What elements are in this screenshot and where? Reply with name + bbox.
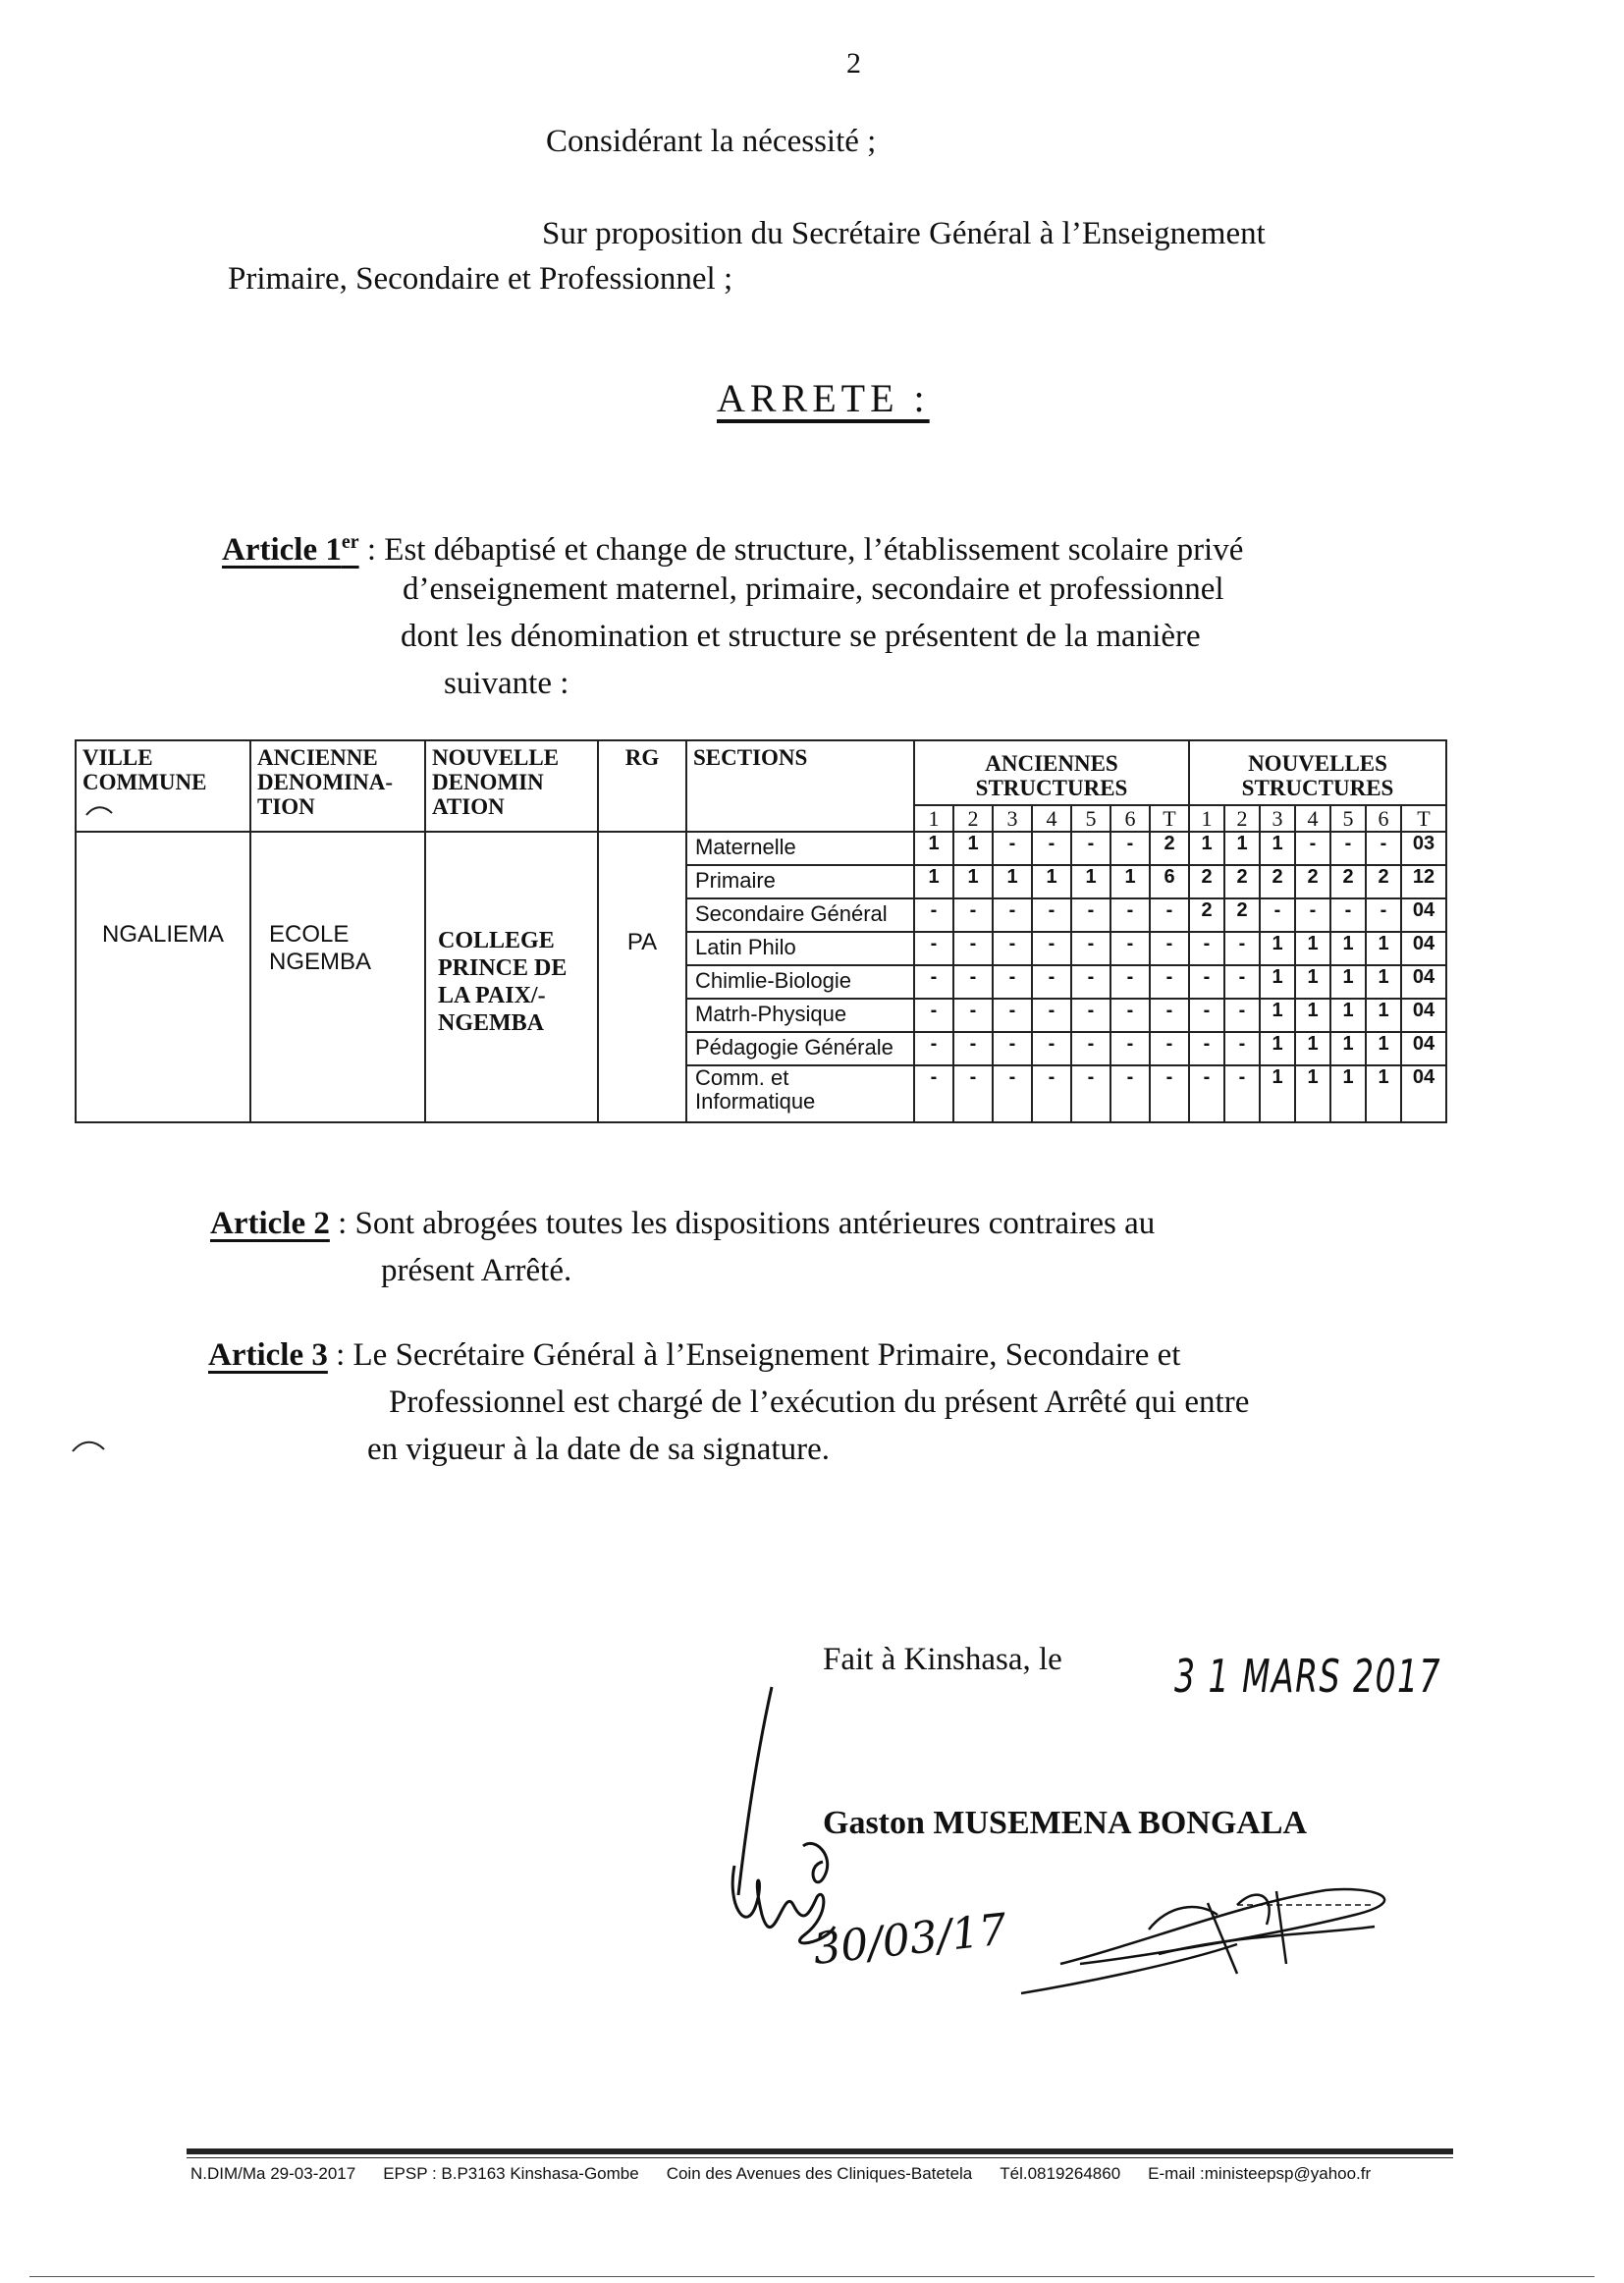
article-3-text-line-2: Professionnel est chargé de l’exécution du présent Arrêté qui entre <box>389 1385 1250 1420</box>
nouvelles-structure-cell: 1 <box>1224 832 1260 865</box>
article-2-text-line-2: présent Arrêté. <box>381 1253 572 1288</box>
ancienne-denomination-cell: ECOLE NGEMBA <box>250 832 425 1122</box>
considerant-text: Considérant la nécessité ; <box>546 124 877 159</box>
nouvelles-structure-cell: 04 <box>1401 1065 1446 1122</box>
col-new-1: 1 <box>1189 805 1224 832</box>
nouvelles-structure-cell: 1 <box>1189 832 1224 865</box>
nouvelles-structure-cell: - <box>1224 1065 1260 1122</box>
anciennes-structure-cell: - <box>1071 932 1110 965</box>
nouvelles-structure-cell: - <box>1189 932 1224 965</box>
col-new-3: 3 <box>1260 805 1295 832</box>
anciennes-structure-cell: - <box>993 898 1032 932</box>
anciennes-structure-cell: - <box>1110 1065 1150 1122</box>
anciennes-structure-cell: - <box>1110 965 1150 999</box>
anciennes-structure-cell: - <box>1032 932 1071 965</box>
article-1-text-line-2: d’enseignement maternel, primaire, secondaire et professionnel <box>403 571 1224 607</box>
nouvelles-structure-cell: 1 <box>1295 1065 1330 1122</box>
anciennes-structure-cell: 1 <box>993 865 1032 898</box>
nouvelles-structure-cell: 1 <box>1330 1065 1366 1122</box>
nouvelles-structure-cell: 1 <box>1295 932 1330 965</box>
anciennes-structure-cell: - <box>914 932 953 965</box>
nouvelles-structure-cell: - <box>1224 965 1260 999</box>
col-old-3: 3 <box>993 805 1032 832</box>
footer-tel: Tél.0819264860 <box>1000 2164 1121 2183</box>
nouvelles-structure-cell: 1 <box>1330 932 1366 965</box>
anciennes-structure-cell: - <box>1032 832 1071 865</box>
proposition-line-1: Sur proposition du Secrétaire Général à l’Enseignement <box>542 216 1266 251</box>
col-new-total: T <box>1401 805 1446 832</box>
anciennes-structure-cell: - <box>914 1032 953 1065</box>
initials-date: 30/03/17 <box>810 1904 1009 1975</box>
nouvelles-structure-cell: - <box>1189 1032 1224 1065</box>
col-old-total: T <box>1150 805 1189 832</box>
anciennes-structure-cell: - <box>1032 1065 1071 1122</box>
anciennes-structure-cell: 1 <box>953 865 993 898</box>
anciennes-structure-cell: - <box>953 1032 993 1065</box>
anciennes-structure-cell: - <box>1150 1065 1189 1122</box>
nouvelles-structure-cell: 1 <box>1366 932 1401 965</box>
nouvelles-structure-cell: 1 <box>1260 932 1295 965</box>
anciennes-structure-cell: - <box>1032 1032 1071 1065</box>
footer-ref: N.DIM/Ma 29-03-2017 <box>190 2164 356 2183</box>
anciennes-structure-cell: - <box>1150 965 1189 999</box>
section-cell: Latin Philo <box>686 932 914 965</box>
nouvelles-structure-cell: - <box>1366 898 1401 932</box>
nouvelles-structure-cell: 2 <box>1330 865 1366 898</box>
anciennes-structure-cell: - <box>993 965 1032 999</box>
article-3-heading <box>208 1332 1180 1379</box>
article-3-label: Article 3 <box>208 1337 328 1373</box>
nouvelles-structure-cell: - <box>1224 1032 1260 1065</box>
header-anciennes-structures: ANCIENNES STRUCTURES <box>914 740 1189 805</box>
nouvelles-structure-cell: 1 <box>1366 1032 1401 1065</box>
nouvelles-structure-cell: - <box>1295 898 1330 932</box>
col-new-2: 2 <box>1224 805 1260 832</box>
col-old-2: 2 <box>953 805 993 832</box>
article-1-text-line-1: : Est débaptisé et change de structure, l’établissement scolaire privé <box>366 532 1244 568</box>
anciennes-structure-cell: - <box>1110 898 1150 932</box>
anciennes-structure-cell: 1 <box>914 865 953 898</box>
anciennes-structure-cell: 1 <box>1071 865 1110 898</box>
nouvelles-structure-cell: - <box>1260 898 1295 932</box>
anciennes-structure-cell: - <box>1071 1032 1110 1065</box>
section-cell: Comm. et Informatique <box>686 1065 914 1122</box>
section-cell: Pédagogie Générale <box>686 1032 914 1065</box>
nouvelles-structure-cell: 2 <box>1366 865 1401 898</box>
anciennes-structure-cell: - <box>1150 932 1189 965</box>
anciennes-structure-cell: - <box>1071 999 1110 1032</box>
anciennes-structure-cell: 1 <box>914 832 953 865</box>
article-1-label: Article 1er <box>222 531 359 568</box>
anciennes-structure-cell: - <box>1032 898 1071 932</box>
nouvelles-structure-cell: 12 <box>1401 865 1446 898</box>
footer-email: E-mail :ministeepsp@yahoo.fr <box>1148 2164 1372 2183</box>
ville-cell: NGALIEMA <box>76 832 250 1122</box>
nouvelles-structure-cell: 03 <box>1401 832 1446 865</box>
anciennes-structure-cell: - <box>914 999 953 1032</box>
article-2-text-line-1: : Sont abrogées toutes les dispositions antérieures contraires au <box>338 1206 1156 1241</box>
place-text: Fait à Kinshasa, le <box>823 1642 1062 1677</box>
nouvelles-structure-cell: - <box>1224 999 1260 1032</box>
nouvelles-structure-cell: 04 <box>1401 1032 1446 1065</box>
anciennes-structure-cell: - <box>1110 1032 1150 1065</box>
anciennes-structure-cell: - <box>953 932 993 965</box>
structure-table <box>75 739 1447 1123</box>
nouvelles-structure-cell: - <box>1295 832 1330 865</box>
section-cell: Matrh-Physique <box>686 999 914 1032</box>
margin-mark <box>84 803 114 819</box>
article-3-text-line-3: en vigueur à la date de sa signature. <box>367 1432 830 1467</box>
nouvelles-structure-cell: 04 <box>1401 932 1446 965</box>
article-2-label: Article 2 <box>210 1206 330 1241</box>
anciennes-structure-cell: 1 <box>953 832 993 865</box>
anciennes-structure-cell: - <box>953 898 993 932</box>
nouvelles-structure-cell: 2 <box>1189 898 1224 932</box>
footer-address: EPSP : B.P3163 Kinshasa-Gombe <box>383 2164 639 2183</box>
anciennes-structure-cell: - <box>1110 999 1150 1032</box>
anciennes-structure-cell: - <box>1071 965 1110 999</box>
nouvelles-structure-cell: - <box>1189 965 1224 999</box>
header-ville: VILLE COMMUNE <box>76 740 250 832</box>
nouvelles-structure-cell: 2 <box>1224 898 1260 932</box>
nouvelles-structure-cell: - <box>1330 898 1366 932</box>
article-2-heading <box>210 1200 1155 1247</box>
anciennes-structure-cell: - <box>914 965 953 999</box>
col-old-1: 1 <box>914 805 953 832</box>
proposition-line-2: Primaire, Secondaire et Professionnel ; <box>228 261 733 297</box>
header-ancienne: ANCIENNE DENOMINA-TION <box>250 740 425 832</box>
anciennes-structure-cell: - <box>953 999 993 1032</box>
footer <box>190 2164 1398 2184</box>
anciennes-structure-cell: - <box>1071 898 1110 932</box>
footer-rule <box>187 2148 1453 2154</box>
nouvelles-structure-cell: 1 <box>1295 1032 1330 1065</box>
anciennes-structure-cell: - <box>993 832 1032 865</box>
anciennes-structure-cell: - <box>1071 832 1110 865</box>
header-sections: SECTIONS <box>686 740 914 832</box>
anciennes-structure-cell: - <box>1110 932 1150 965</box>
anciennes-structure-cell: - <box>1150 1032 1189 1065</box>
anciennes-structure-cell: - <box>953 1065 993 1122</box>
anciennes-structure-cell: - <box>953 965 993 999</box>
nouvelles-structure-cell: 1 <box>1260 1032 1295 1065</box>
anciennes-structure-cell: - <box>993 932 1032 965</box>
anciennes-structure-cell: - <box>993 1065 1032 1122</box>
page-number: 2 <box>846 47 861 80</box>
section-cell: Primaire <box>686 865 914 898</box>
nouvelles-structure-cell: 2 <box>1224 865 1260 898</box>
anciennes-structure-cell: 1 <box>1110 865 1150 898</box>
nouvelles-structure-cell: 1 <box>1330 1032 1366 1065</box>
col-old-5: 5 <box>1071 805 1110 832</box>
col-old-4: 4 <box>1032 805 1071 832</box>
article-1-text-line-3: dont les dénomination et structure se présentent de la manière <box>401 619 1201 654</box>
nouvelles-structure-cell: 1 <box>1295 999 1330 1032</box>
nouvelles-structure-cell: 04 <box>1401 898 1446 932</box>
nouvelles-structure-cell: 1 <box>1260 1065 1295 1122</box>
col-new-4: 4 <box>1295 805 1330 832</box>
col-new-5: 5 <box>1330 805 1366 832</box>
decree-title: ARRETE : <box>717 376 930 420</box>
section-cell: Maternelle <box>686 832 914 865</box>
anciennes-structure-cell: - <box>993 999 1032 1032</box>
nouvelles-structure-cell: - <box>1189 999 1224 1032</box>
anciennes-structure-cell: - <box>1071 1065 1110 1122</box>
article-3-text-line-1: : Le Secrétaire Général à l’Enseignement Primaire, Secondaire et <box>336 1337 1181 1373</box>
anciennes-structure-cell: - <box>914 1065 953 1122</box>
anciennes-structure-cell: - <box>1110 832 1150 865</box>
nouvelle-denomination-cell: COLLEGE PRINCE DE LA PAIX/- NGEMBA <box>425 832 598 1122</box>
nouvelles-structure-cell: - <box>1189 1065 1224 1122</box>
nouvelles-structure-cell: 1 <box>1260 999 1295 1032</box>
col-new-6: 6 <box>1366 805 1401 832</box>
anciennes-structure-cell: 6 <box>1150 865 1189 898</box>
anciennes-structure-cell: - <box>914 898 953 932</box>
rg-cell: PA <box>598 832 686 1122</box>
nouvelles-structure-cell: 1 <box>1260 832 1295 865</box>
header-nouvelles-structures: NOUVELLES STRUCTURES <box>1189 740 1446 805</box>
handwritten-signature <box>687 1669 1434 2042</box>
anciennes-structure-cell: - <box>1150 999 1189 1032</box>
margin-mark <box>71 1438 106 1455</box>
anciennes-structure-cell: - <box>1032 999 1071 1032</box>
nouvelles-structure-cell: - <box>1224 932 1260 965</box>
nouvelles-structure-cell: 1 <box>1366 965 1401 999</box>
nouvelles-structure-cell: 1 <box>1366 999 1401 1032</box>
nouvelles-structure-cell: 1 <box>1295 965 1330 999</box>
anciennes-structure-cell: - <box>1032 965 1071 999</box>
col-old-6: 6 <box>1110 805 1150 832</box>
anciennes-structure-cell: 1 <box>1032 865 1071 898</box>
anciennes-structure-cell: - <box>993 1032 1032 1065</box>
nouvelles-structure-cell: 2 <box>1260 865 1295 898</box>
signatory-name: Gaston MUSEMENA BONGALA <box>823 1805 1308 1841</box>
table-row <box>76 832 1446 865</box>
nouvelles-structure-cell: - <box>1366 832 1401 865</box>
nouvelles-structure-cell: 1 <box>1330 999 1366 1032</box>
nouvelles-structure-cell: 04 <box>1401 965 1446 999</box>
nouvelles-structure-cell: 2 <box>1189 865 1224 898</box>
article-1-text-line-4: suivante : <box>444 666 569 701</box>
footer-street: Coin des Avenues des Cliniques-Batetela <box>666 2164 973 2183</box>
page-bottom-line <box>29 2276 1595 2277</box>
anciennes-structure-cell: 2 <box>1150 832 1189 865</box>
nouvelles-structure-cell: - <box>1330 832 1366 865</box>
date-stamp: 3 1 MARS 2017 <box>1174 1650 1442 1703</box>
nouvelles-structure-cell: 1 <box>1260 965 1295 999</box>
nouvelles-structure-cell: 1 <box>1366 1065 1401 1122</box>
nouvelles-structure-cell: 04 <box>1401 999 1446 1032</box>
footer-rule-thin <box>187 2157 1453 2158</box>
anciennes-structure-cell: - <box>1150 898 1189 932</box>
header-rg: RG <box>598 740 686 832</box>
nouvelles-structure-cell: 1 <box>1330 965 1366 999</box>
header-nouvelle: NOUVELLE DENOMIN ATION <box>425 740 598 832</box>
section-cell: Chimlie-Biologie <box>686 965 914 999</box>
nouvelles-structure-cell: 2 <box>1295 865 1330 898</box>
section-cell: Secondaire Général <box>686 898 914 932</box>
